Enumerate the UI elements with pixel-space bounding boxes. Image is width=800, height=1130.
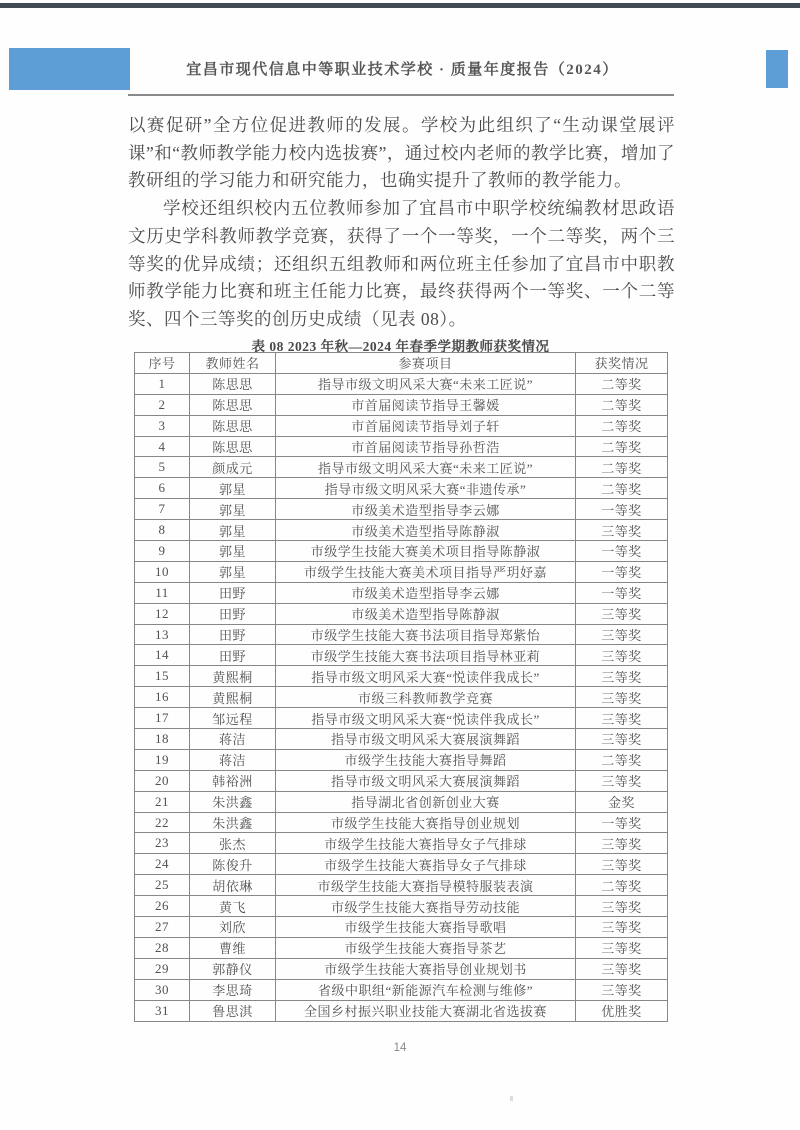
column-header-teacher: 教师姓名 (190, 353, 276, 374)
cell-index: 17 (135, 708, 190, 729)
cell-project: 市级美术造型指导李云娜 (276, 499, 576, 520)
cell-award: 一等奖 (576, 582, 668, 603)
cell-award: 二等奖 (576, 373, 668, 394)
cell-project: 市首届阅读节指导孙哲浩 (276, 436, 576, 457)
cell-project: 市级学生技能大赛指导创业规划 (276, 812, 576, 833)
cell-award: 二等奖 (576, 875, 668, 896)
table-row (135, 478, 668, 499)
table-row (135, 791, 668, 812)
cell-index: 1 (135, 373, 190, 394)
cell-teacher-name: 郭静仪 (190, 958, 276, 979)
cell-award: 三等奖 (576, 666, 668, 687)
cell-teacher-name: 曹维 (190, 937, 276, 958)
cell-project: 市级美术造型指导陈静淑 (276, 520, 576, 541)
cell-index: 14 (135, 645, 190, 666)
cell-teacher-name: 陈思思 (190, 436, 276, 457)
table-row (135, 958, 668, 979)
cell-project: 市级学生技能大赛书法项目指导郑紫怡 (276, 624, 576, 645)
cell-index: 30 (135, 979, 190, 1000)
cell-teacher-name: 陈思思 (190, 373, 276, 394)
cell-teacher-name: 黄熙桐 (190, 666, 276, 687)
cell-teacher-name: 胡依琳 (190, 875, 276, 896)
table-row (135, 499, 668, 520)
cell-teacher-name: 蒋洁 (190, 729, 276, 750)
cell-award: 三等奖 (576, 770, 668, 791)
cell-project: 市级学生技能大赛书法项目指导林亚莉 (276, 645, 576, 666)
cell-index: 15 (135, 666, 190, 687)
page-number: 14 (393, 1042, 407, 1054)
cell-teacher-name: 李思琦 (190, 979, 276, 1000)
table-row (135, 917, 668, 938)
cell-award: 二等奖 (576, 457, 668, 478)
table-row (135, 875, 668, 896)
cell-teacher-name: 郭星 (190, 478, 276, 499)
header-accent-right (766, 50, 788, 88)
cell-index: 27 (135, 917, 190, 938)
cell-index: 16 (135, 687, 190, 708)
cell-project: 市级三科教师教学竞赛 (276, 687, 576, 708)
cell-project: 市级美术造型指导陈静淑 (276, 603, 576, 624)
table-row (135, 1000, 668, 1021)
table-row (135, 645, 668, 666)
cell-award: 二等奖 (576, 436, 668, 457)
table-row (135, 415, 668, 436)
cell-award: 三等奖 (576, 520, 668, 541)
column-header-project: 参赛项目 (276, 353, 576, 374)
cell-award: 三等奖 (576, 958, 668, 979)
cell-project: 市级学生技能大赛指导创业规划书 (276, 958, 576, 979)
cell-project: 全国乡村振兴职业技能大赛湖北省选拔赛 (276, 1000, 576, 1021)
cell-award: 二等奖 (576, 394, 668, 415)
cell-award: 三等奖 (576, 937, 668, 958)
cell-project: 市级学生技能大赛指导女子气排球 (276, 833, 576, 854)
cell-project: 指导市级文明风采大赛“悦读伴我成长” (276, 708, 576, 729)
table-row (135, 812, 668, 833)
body-paragraph-2: 学校还组织校内五位教师参加了宜昌市中职学校统编教材思政语文历史学科教师教学竞赛，获得了一个一等奖，一个二等奖，两个三等奖的优异成绩；还组织五组教师和两位班主任参加了宜昌市中职教师教学能力比赛和班主任能力比赛，最终获得两个一等奖、一个二等奖、四个三等奖的创历史成绩（见表 08）。 (128, 198, 675, 329)
cell-teacher-name: 郭星 (190, 561, 276, 582)
cell-project: 市级学生技能大赛指导歌唱 (276, 917, 576, 938)
cell-index: 8 (135, 520, 190, 541)
table-row (135, 436, 668, 457)
cell-award: 三等奖 (576, 854, 668, 875)
cell-index: 26 (135, 896, 190, 917)
cell-award: 金奖 (576, 791, 668, 812)
cell-project: 指导市级文明风采大赛“未来工匠说” (276, 373, 576, 394)
cell-project: 指导湖北省创新创业大赛 (276, 791, 576, 812)
table-row (135, 561, 668, 582)
cell-award: 三等奖 (576, 896, 668, 917)
cell-award: 三等奖 (576, 624, 668, 645)
cell-project: 市级学生技能大赛指导模特服装表演 (276, 875, 576, 896)
column-header-award: 获奖情况 (576, 353, 668, 374)
top-rule (0, 3, 800, 8)
cell-award: 一等奖 (576, 541, 668, 562)
cell-award: 三等奖 (576, 833, 668, 854)
table-row (135, 729, 668, 750)
table-row (135, 979, 668, 1000)
cell-index: 7 (135, 499, 190, 520)
cell-teacher-name: 蒋洁 (190, 749, 276, 770)
cell-index: 18 (135, 729, 190, 750)
column-header-index: 序号 (135, 353, 190, 374)
cell-project: 指导市级文明风采大赛“未来工匠说” (276, 457, 576, 478)
table-row (135, 394, 668, 415)
table-row (135, 749, 668, 770)
header-underline (128, 94, 674, 96)
cell-project: 市级美术造型指导李云娜 (276, 582, 576, 603)
cell-index: 12 (135, 603, 190, 624)
table-row (135, 520, 668, 541)
table-row (135, 854, 668, 875)
table-row (135, 582, 668, 603)
awards-table (134, 352, 668, 1022)
table-row (135, 896, 668, 917)
cell-index: 4 (135, 436, 190, 457)
cell-project: 省级中职组“新能源汽车检测与维修” (276, 979, 576, 1000)
cell-teacher-name: 陈思思 (190, 394, 276, 415)
cell-teacher-name: 黄飞 (190, 896, 276, 917)
table-row (135, 603, 668, 624)
cell-award: 三等奖 (576, 708, 668, 729)
cell-project: 指导市级文明风采大赛展演舞蹈 (276, 770, 576, 791)
cell-index: 21 (135, 791, 190, 812)
cell-index: 3 (135, 415, 190, 436)
cell-index: 10 (135, 561, 190, 582)
cell-teacher-name: 陈俊升 (190, 854, 276, 875)
cell-project: 市级学生技能大赛指导劳动技能 (276, 896, 576, 917)
table-row (135, 666, 668, 687)
cell-teacher-name: 郭星 (190, 499, 276, 520)
table-row (135, 457, 668, 478)
table-row (135, 624, 668, 645)
cell-award: 二等奖 (576, 478, 668, 499)
cell-index: 9 (135, 541, 190, 562)
cell-award: 三等奖 (576, 979, 668, 1000)
cell-index: 28 (135, 937, 190, 958)
cell-index: 24 (135, 854, 190, 875)
cell-project: 指导市级文明风采大赛“悦读伴我成长” (276, 666, 576, 687)
cell-project: 市级学生技能大赛指导女子气排球 (276, 854, 576, 875)
cell-award: 三等奖 (576, 729, 668, 750)
cell-teacher-name: 朱洪鑫 (190, 791, 276, 812)
table-row (135, 770, 668, 791)
cell-index: 13 (135, 624, 190, 645)
cell-project: 指导市级文明风采大赛展演舞蹈 (276, 729, 576, 750)
cell-project: 市级学生技能大赛指导舞蹈 (276, 749, 576, 770)
cell-teacher-name: 田野 (190, 582, 276, 603)
table-row (135, 833, 668, 854)
cell-teacher-name: 朱洪鑫 (190, 812, 276, 833)
cell-index: 11 (135, 582, 190, 603)
body-paragraph-1: 以赛促研”全方位促进教师的发展。学校为此组织了“生动课堂展评课”和“教师教学能力校内选拔赛”，通过校内老师的教学比赛，增加了教研组的学习能力和研究能力，也确实提升了教师的教学能力。 (128, 115, 675, 191)
cell-award: 优胜奖 (576, 1000, 668, 1021)
header-accent-left (9, 48, 130, 90)
table-row (135, 541, 668, 562)
cell-project: 市首届阅读节指导刘子轩 (276, 415, 576, 436)
stray-scan-mark (510, 1096, 513, 1101)
cell-index: 2 (135, 394, 190, 415)
table-row (135, 937, 668, 958)
table-row (135, 687, 668, 708)
table-header-row (135, 353, 668, 374)
cell-award: 二等奖 (576, 415, 668, 436)
cell-teacher-name: 刘欣 (190, 917, 276, 938)
cell-index: 23 (135, 833, 190, 854)
cell-project: 市级学生技能大赛美术项目指导陈静淑 (276, 541, 576, 562)
cell-teacher-name: 郭星 (190, 520, 276, 541)
table-row (135, 708, 668, 729)
cell-award: 三等奖 (576, 603, 668, 624)
cell-index: 29 (135, 958, 190, 979)
cell-teacher-name: 田野 (190, 603, 276, 624)
table-row (135, 373, 668, 394)
report-title: 宜昌市现代信息中等职业技术学校 · 质量年度报告（2024） (186, 62, 619, 78)
cell-teacher-name: 田野 (190, 624, 276, 645)
cell-award: 二等奖 (576, 749, 668, 770)
cell-award: 三等奖 (576, 917, 668, 938)
cell-teacher-name: 田野 (190, 645, 276, 666)
cell-index: 19 (135, 749, 190, 770)
body-text (128, 112, 675, 334)
cell-teacher-name: 韩裕洲 (190, 770, 276, 791)
cell-index: 5 (135, 457, 190, 478)
cell-index: 20 (135, 770, 190, 791)
table-caption: 表 08 2023 年秋—2024 年春季学期教师获奖情况 (251, 339, 550, 354)
awards-table-body (135, 373, 668, 1021)
cell-teacher-name: 张杰 (190, 833, 276, 854)
cell-teacher-name: 黄熙桐 (190, 687, 276, 708)
cell-teacher-name: 郭星 (190, 541, 276, 562)
cell-index: 22 (135, 812, 190, 833)
cell-teacher-name: 邹远程 (190, 708, 276, 729)
cell-project: 市首届阅读节指导王馨媛 (276, 394, 576, 415)
cell-teacher-name: 陈思思 (190, 415, 276, 436)
cell-award: 一等奖 (576, 812, 668, 833)
cell-award: 一等奖 (576, 499, 668, 520)
cell-teacher-name: 鲁思淇 (190, 1000, 276, 1021)
cell-index: 25 (135, 875, 190, 896)
cell-award: 三等奖 (576, 645, 668, 666)
cell-project: 市级学生技能大赛美术项目指导严玥妤嘉 (276, 561, 576, 582)
cell-project: 指导市级文明风采大赛“非遗传承” (276, 478, 576, 499)
cell-award: 三等奖 (576, 687, 668, 708)
cell-award: 一等奖 (576, 561, 668, 582)
cell-teacher-name: 颜成元 (190, 457, 276, 478)
cell-index: 6 (135, 478, 190, 499)
cell-index: 31 (135, 1000, 190, 1021)
cell-project: 市级学生技能大赛指导茶艺 (276, 937, 576, 958)
